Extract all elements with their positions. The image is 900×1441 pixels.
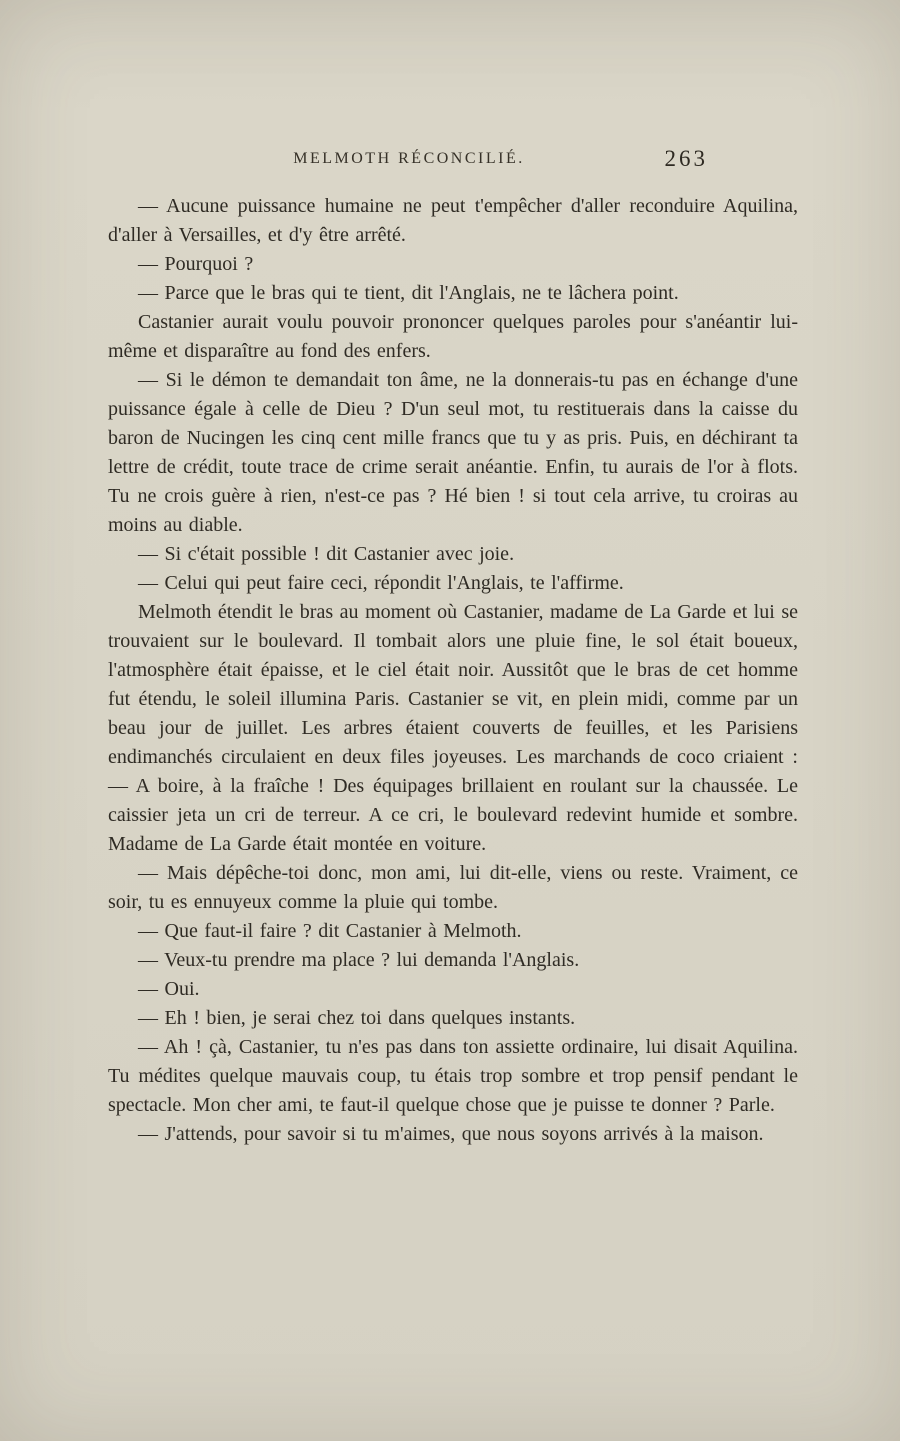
page-number: 263	[664, 146, 708, 171]
paragraph: — Aucune puissance humaine ne peut t'empêcher d'aller reconduire Aquilina, d'aller à Versailles, et d'y être arrêté.	[108, 195, 798, 246]
paragraph: — Parce que le bras qui te tient, dit l'Anglais, ne te lâchera point.	[138, 282, 679, 304]
paragraph: — Que faut-il faire ? dit Castanier à Melmoth.	[138, 920, 522, 942]
paragraph: — Ah ! çà, Castanier, tu n'es pas dans ton assiette ordinaire, lui disait Aquilina. Tu médites quelque mauvais coup, tu étais trop sombre et trop pensif pendant le spectacle. Mon cher ami, te faut-il quelque chose que je puisse te donner ? Parle.	[108, 1036, 798, 1116]
running-title: MELMOTH RÉCONCILIÉ.	[293, 150, 525, 167]
paragraph: — Oui.	[138, 978, 200, 1000]
paragraph: Melmoth étendit le bras au moment où Castanier, madame de La Garde et lui se trouvaient sur le boulevard. Il tombait alors une pluie fine, le sol était boueux, l'atmosphère était épaisse, et le ciel était noir. Aussitôt que le bras de cet homme fut étendu, le soleil illumina Paris. Castanier se vit, en plein midi, comme par un beau jour de juillet. Les arbres étaient couverts de feuilles, et les Parisiens endimanchés circulaient en deux files joyeuses. Les marchands de coco criaient : — A boire, à la fraîche ! Des équipages brillaient en roulant sur la chaussée. Le caissier jeta un cri de terreur. A ce cri, le boulevard redevint humide et sombre. Madame de La Garde était montée en voiture.	[108, 601, 798, 855]
paragraph: — Si le démon te demandait ton âme, ne la donnerais-tu pas en échange d'une puissance égale à celle de Dieu ? D'un seul mot, tu restituerais dans la caisse du baron de Nucingen les cinq cent mille francs que tu y as pris. Puis, en déchirant ta lettre de crédit, toute trace de crime serait anéantie. Enfin, tu aurais de l'or à flots. Tu ne crois guère à rien, n'est-ce pas ? Hé bien ! si tout cela arrive, tu croiras au moins au diable.	[108, 369, 798, 536]
paragraph: — Mais dépêche-toi donc, mon ami, lui dit-elle, viens ou reste. Vraiment, ce soir, tu es ennuyeux comme la pluie qui tombe.	[108, 862, 798, 913]
paragraph: — Eh ! bien, je serai chez toi dans quelques instants.	[138, 1007, 576, 1029]
body-text	[108, 192, 798, 1149]
paragraph: Castanier aurait voulu pouvoir prononcer quelques paroles pour s'anéantir lui-même et disparaître au fond des enfers.	[108, 311, 798, 362]
paragraph: — Veux-tu prendre ma place ? lui demanda l'Anglais.	[138, 949, 580, 971]
page-header	[108, 146, 798, 180]
paragraph: — Celui qui peut faire ceci, répondit l'Anglais, te l'affirme.	[138, 572, 624, 594]
page-content	[108, 146, 798, 1149]
paragraph: — Si c'était possible ! dit Castanier avec joie.	[138, 543, 515, 565]
paragraph: — Pourquoi ?	[138, 253, 254, 275]
paragraph: — J'attends, pour savoir si tu m'aimes, que nous soyons arrivés à la maison.	[138, 1123, 764, 1145]
